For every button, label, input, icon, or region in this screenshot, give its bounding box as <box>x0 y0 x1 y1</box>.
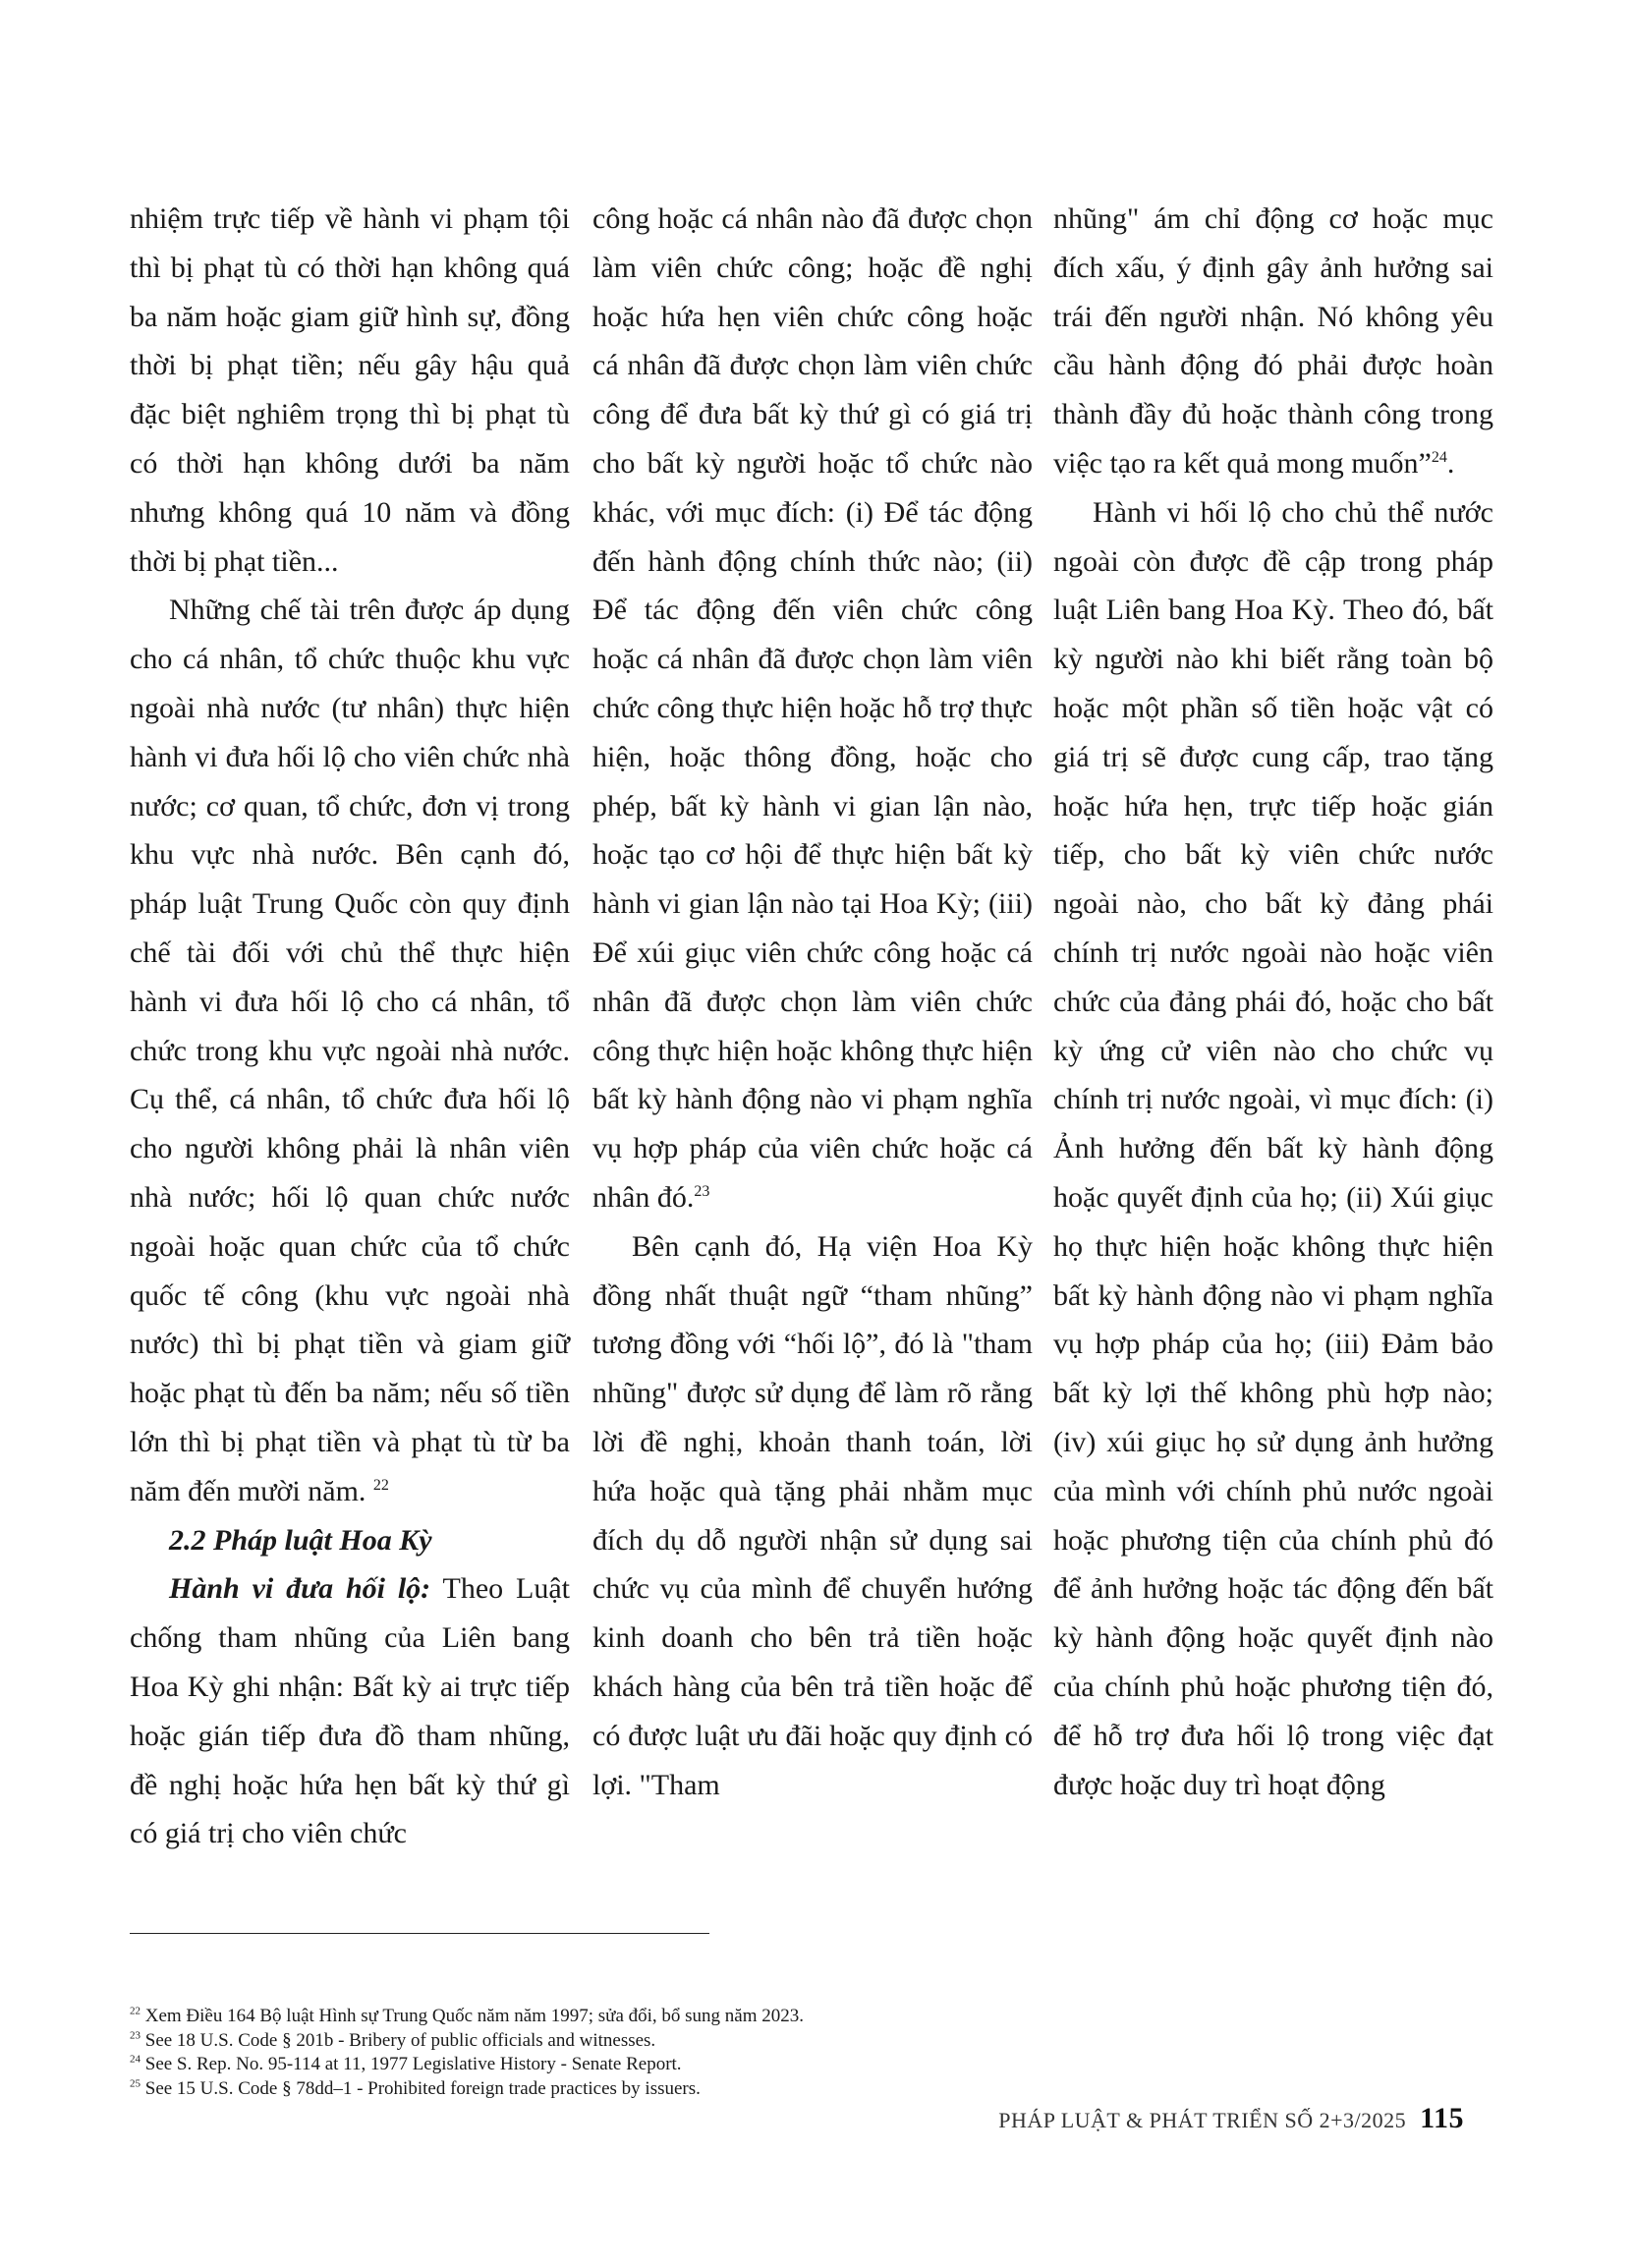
footnote-divider <box>130 1933 709 1934</box>
paragraph-lead: Hành vi đưa hối lộ: <box>169 1572 431 1606</box>
footnote: $^{24}$ See S. Rep. No. 95-114 at 11, 1977 Legislative History - Senate Report. <box>130 2053 682 2074</box>
paragraph: nhiệm trực tiếp về hành vi phạm tội thì bị phạt tù có thời hạn không quá ba năm hoặc giam giữ hình sự, đồng thời bị phạt tiền; nếu gây hậu quả đặc biệt nghiêm trọng thì bị phạt tù có thời hạn không dưới ba năm nhưng không quá 10 năm và đồng thời bị phạt tiền... <box>130 202 570 578</box>
section-heading: 2.2 Pháp luật Hoa Kỳ <box>169 1523 432 1557</box>
footnote-ref[interactable]: 22 <box>372 1476 389 1494</box>
page-number: 115 <box>1420 2102 1464 2134</box>
footnote: $^{23}$ See 18 U.S. Code § 201b - Bribery of public officials and witnesses. <box>130 2029 656 2051</box>
paragraph: Hành vi đưa hối lộ: Theo Luật chống tham nhũng của Liên bang Hoa Kỳ ghi nhận: Bất kỳ ai trực tiếp hoặc gián tiếp đưa đồ tham nhũng, đề nghị hoặc hứa hẹn bất kỳ thứ gì có giá trị cho viên chức <box>130 1572 570 1850</box>
text-column-2 <box>592 195 1033 1809</box>
footnote: $^{22}$ Xem Điều 164 Bộ luật Hình sự Trung Quốc năm năm 1997; sửa đổi, bổ sung năm 2023. <box>130 2005 805 2026</box>
page-footer <box>998 2102 1464 2135</box>
text-column-3 <box>1053 195 1493 1809</box>
paragraph: nhũng" ám chỉ động cơ hoặc mục đích xấu, ý định gây ảnh hưởng sai trái đến người nhận. Nó không yêu cầu hành động đó phải được hoàn thành đầy đủ hoặc thành công trong việc tạo ra kết quả mong muốn”$^{24}$. <box>1053 202 1493 480</box>
paragraph: Những chế tài trên được áp dụng cho cá nhân, tổ chức thuộc khu vực ngoài nhà nước (tư nhân) thực hiện hành vi đưa hối lộ cho viên chức nhà nước; cơ quan, tổ chức, đơn vị trong khu vực nhà nước. Bên cạnh đó, pháp luật Trung Quốc còn quy định chế tài đối với chủ thể thực hiện hành vi đưa hối lộ cho cá nhân, tổ chức trong khu vực ngoài nhà nước. Cụ thể, cá nhân, tổ chức đưa hối lộ cho người không phải là nhân viên nhà nước; hối lộ quan chức nước ngoài hoặc quan chức của tổ chức quốc tế công (khu vực ngoài nhà nước) thì bị phạt tiền và giam giữ hoặc phạt tù đến ba năm; nếu số tiền lớn thì bị phạt tiền và phạt tù từ ba năm đến mười năm. $^{22}$ <box>130 594 570 1507</box>
footnote-ref[interactable]: 23 <box>694 1182 710 1200</box>
text-column-1 <box>130 195 570 1858</box>
footnote-ref[interactable]: 24 <box>1431 448 1447 466</box>
paragraph: Hành vi hối lộ cho chủ thể nước ngoài còn được đề cập trong pháp luật Liên bang Hoa Kỳ. Theo đó, bất kỳ người nào khi biết rằng toàn bộ hoặc một phần số tiền hoặc vật có giá trị sẽ được cung cấp, trao tặng hoặc hứa hẹn, trực tiếp hoặc gián tiếp, cho bất kỳ viên chức nước ngoài nào, cho bất kỳ đảng phái chính trị nước ngoài nào hoặc viên chức của đảng phái đó, hoặc cho bất kỳ ứng cử viên nào cho chức vụ chính trị nước ngoài, vì mục đích: (i) Ảnh hưởng đến bất kỳ hành động hoặc quyết định của họ; (ii) Xúi giục họ thực hiện hoặc không thực hiện bất kỳ hành động nào vi phạm nghĩa vụ hợp pháp của họ; (iii) Đảm bảo bất kỳ lợi thế không phù hợp nào; (iv) xúi giục họ sử dụng ảnh hưởng của mình với chính phủ nước ngoài hoặc phương tiện của chính phủ đó để ảnh hưởng hoặc tác động đến bất kỳ hành động hoặc quyết định nào của chính phủ hoặc phương tiện đó, để hỗ trợ đưa hối lộ trong việc đạt được hoặc duy trì hoạt động <box>1053 495 1493 1801</box>
footnotes <box>130 2005 1505 2101</box>
footnote: $^{25}$ See 15 U.S. Code § 78dd–1 - Prohibited foreign trade practices by issuers. <box>130 2077 701 2099</box>
paragraph: Bên cạnh đó, Hạ viện Hoa Kỳ đồng nhất thuật ngữ “tham nhũng” tương đồng với “hối lộ”, đó là "tham nhũng" được sử dụng để làm rõ rằng lời đề nghị, khoản thanh toán, lời hứa hoặc quà tặng phải nhằm mục đích dụ dỗ người nhận sử dụng sai chức vụ của mình để chuyển hướng kinh doanh cho bên trả tiền hoặc khách hàng của bên trả tiền hoặc để có được luật ưu đãi hoặc quy định có lợi. "Tham <box>592 1229 1033 1801</box>
journal-title: PHÁP LUẬT & PHÁT TRIỂN SỐ 2+3/2025 <box>998 2108 1407 2132</box>
paragraph: công hoặc cá nhân nào đã được chọn làm viên chức công; hoặc đề nghị hoặc hứa hẹn viên chức công hoặc cá nhân đã được chọn làm viên chức công để đưa bất kỳ thứ gì có giá trị cho bất kỳ người hoặc tổ chức nào khác, với mục đích: (i) Để tác động đến hành động chính thức nào; (ii) Để tác động đến viên chức công hoặc cá nhân đã được chọn làm viên chức công thực hiện hoặc hỗ trợ thực hiện, hoặc thông đồng, hoặc cho phép, bất kỳ hành vi gian lận nào, hoặc tạo cơ hội để thực hiện bất kỳ hành vi gian lận nào tại Hoa Kỳ; (iii) Để xúi giục viên chức công hoặc cá nhân đã được chọn làm viên chức công thực hiện hoặc không thực hiện bất kỳ hành động nào vi phạm nghĩa vụ hợp pháp của viên chức hoặc cá nhân đó.$^{23}$ <box>592 202 1033 1214</box>
